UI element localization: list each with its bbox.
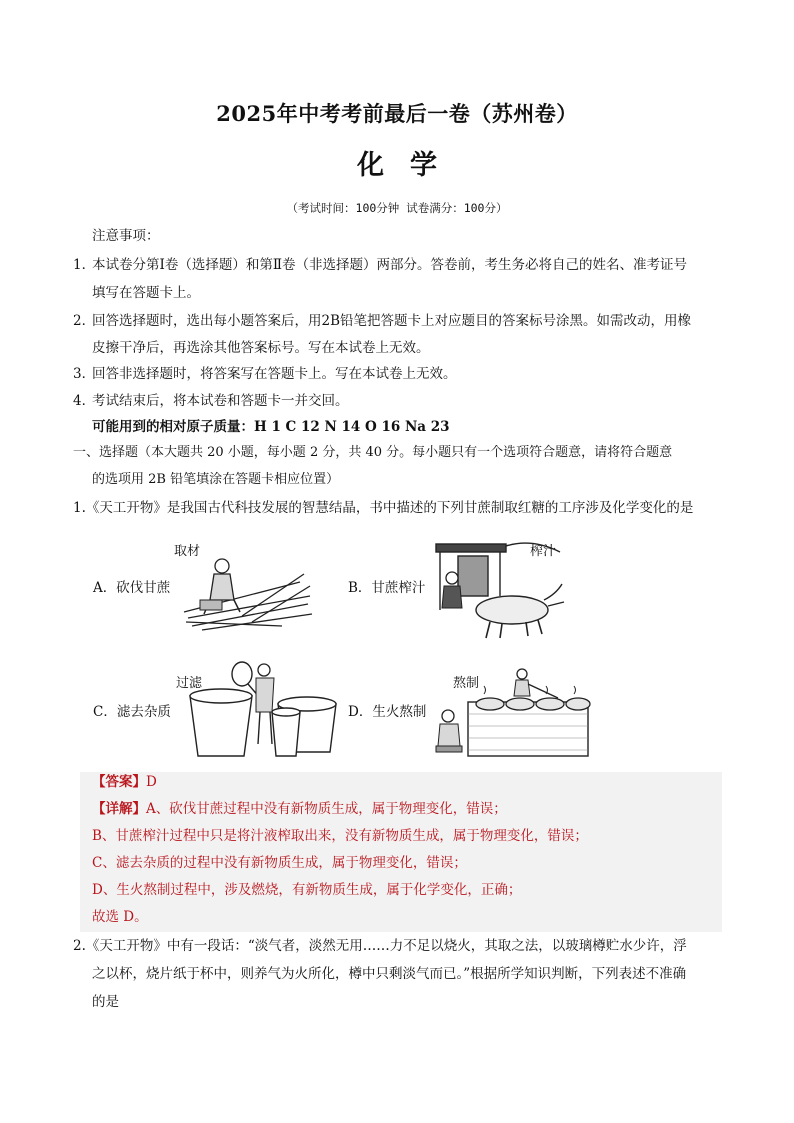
notice-heading: 注意事项：: [92, 228, 160, 244]
notice-item-2-line2: 皮擦干净后，再选涂其他答案标号。写在本试卷上无效。: [92, 340, 430, 356]
q1-stem: 1.《天工开物》是我国古代科技发展的智慧结晶，书中描述的下列甘蔗制取红糖的工序涉及化学变化的是: [73, 500, 694, 516]
notice-item-1-line1: 本试卷分第Ⅰ卷（选择题）和第Ⅱ卷（非选择题）两部分。答卷前，考生务必将自己的姓名、准考证号: [92, 257, 688, 273]
q1-option-a: A．砍伐甘蔗: [93, 580, 171, 596]
q1-detail-line-5: 故选 D。: [92, 909, 148, 925]
answer-explanation-box: [80, 772, 722, 932]
detail-text-1: A、砍伐甘蔗过程中没有新物质生成，属于物理变化，错误；: [146, 801, 507, 817]
notice-item-2-line1: 回答选择题时，选出每小题答案后，用2B铅笔把答题卡上对应题目的答案标号涂黑。如需改动，用橡: [92, 313, 692, 329]
q1-detail-line-4: D、生火熬制过程中，涉及燃烧，有新物质生成，属于化学变化，正确；: [92, 882, 522, 898]
press-sugarcane-illustration: [432, 536, 572, 640]
q1-option-c-caption: 过滤: [176, 676, 203, 691]
exam-title: 2025年中考考前最后一卷（苏州卷）: [216, 101, 578, 126]
filter-impurities-illustration: [186, 652, 342, 760]
notice-item-1-line2: 填写在答题卡上。: [92, 285, 200, 301]
q1-detail-line-3: C、滤去杂质的过程中没有新物质生成，属于物理变化，错误；: [92, 855, 467, 871]
subject-title: 化学: [357, 150, 463, 181]
answer-tag: 【答案】: [92, 774, 146, 790]
q1-option-a-caption: 取材: [174, 544, 201, 559]
q1-option-c: C．滤去杂质: [93, 704, 171, 720]
detail-tag: 【详解】: [92, 801, 146, 817]
q2-line-2: 之以杯，烧片纸于杯中，则养气为火所化，樽中只剩淡气而已。”根据所学知识判断，下列表述不准确: [92, 966, 687, 982]
harvest-sugarcane-illustration: [182, 556, 314, 632]
atomic-masses: 可能用到的相对原子质量：H 1 C 12 N 14 O 16 Na 23: [92, 419, 450, 435]
q1-detail-line-2: B、甘蔗榨汁过程中只是将汁液榨取出来，没有新物质生成，属于物理变化，错误；: [92, 828, 588, 844]
boil-sugar-illustration: [432, 666, 592, 764]
notice-item-4-line1: 考试结束后，将本试卷和答题卡一并交回。: [92, 393, 349, 409]
notice-item-4-num: 4．: [73, 393, 96, 409]
notice-item-3-line1: 回答非选择题时，将答案写在答题卡上。写在本试卷上无效。: [92, 366, 457, 382]
notice-item-1-num: 1．: [73, 257, 96, 273]
notice-item-3-num: 3．: [73, 366, 96, 382]
section1-line2: 的选项用 2B 铅笔填涂在答题卡相应位置）: [92, 472, 340, 487]
q1-option-b-caption: 榨汁: [530, 544, 557, 559]
answer-value: D: [146, 774, 157, 790]
q1-option-d: D．生火熬制: [348, 704, 427, 720]
q2-line-1: 2.《天工开物》中有一段话：“淡气者，淡然无用……力不足以烧火，其取之法，以玻璃樽贮水少许，浮: [73, 938, 687, 954]
q1-option-d-caption: 熬制: [453, 676, 480, 691]
q1-option-b: B．甘蔗榨汁: [348, 580, 426, 596]
notice-item-2-num: 2．: [73, 313, 96, 329]
time-info: （考试时间：100分钟 试卷满分：100分）: [286, 201, 508, 215]
section1-line1: 一、选择题（本大题共 20 小题，每小题 2 分，共 40 分。每小题只有一个选项符合题意，请将符合题意: [73, 445, 673, 460]
q1-answer: [92, 772, 157, 792]
q2-line-3: 的是: [92, 994, 119, 1010]
q1-detail-line-1: [92, 799, 507, 819]
